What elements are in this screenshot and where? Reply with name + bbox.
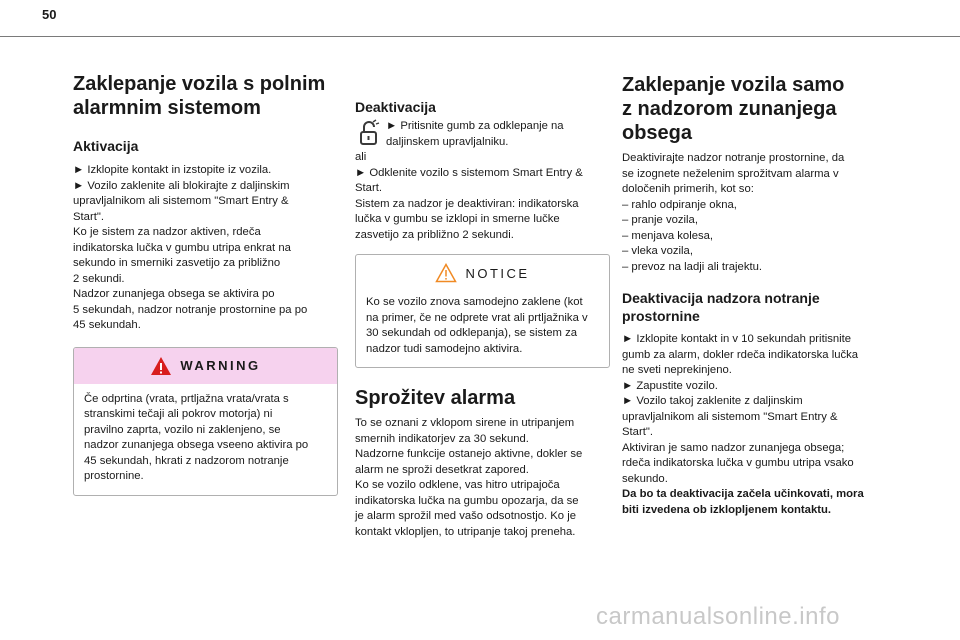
alarm-trigger-text: To se oznani z vklopom sirene in utripanjem smernih indikatorjev za 30 sekund. Nadzorne funkcije ostanejo aktivne, dokler se alarm ne sproži desetkrat zapored. Ko se vozilo odklene, vas hitro utripajoča indikatorska lučka na gumbu opozarja, da se je alarm sprožil med vašo odsotnostjo. Ko je kontakt vklopljen, to utripanje takoj preneha. [355, 417, 583, 538]
deactivation-text: ali ► Odklenite vozilo s sistemom Smart Entry & Start. Sistem za nadzor je deaktiviran: indikatorska lučka v gumbu se izklopi in smerne lučke zasvetijo za približno 2 sekundi. [355, 151, 583, 241]
warning-title: WARNING [180, 358, 261, 373]
subheading-interior-deactivation: Deaktivacija nadzora notranje prostornine [622, 290, 820, 324]
remote-unlock-icon [355, 119, 382, 147]
section-title-perimeter-only: Zaklepanje vozila samo z nadzorom zunanjega obsega [622, 74, 845, 144]
activation-text: ► Izklopite kontakt in izstopite iz vozila. ► Vozilo zaklenite ali blokirajte z daljinskim upravljalnikom ali sistemom "Smart Entry & Start". Ko je sistem za nadzor aktiven, rdeča indikatorska lučka v gumbu utripa enkrat na sekundo in smerniki zasvetijo za približno 2 sekundi. Nadzor zunanjega obsega se aktivira po 5 sekundah, nadzor notranje prostornine pa po 45 sekundah. [73, 164, 308, 331]
section-title-full-alarm: Zaklepanje vozila s polnim alarmnim sistemom [73, 73, 326, 119]
warning-triangle-icon [150, 356, 172, 376]
notice-header [356, 255, 609, 291]
perimeter-intro-text: Deaktivirajte nadzor notranje prostornine, da se izognete neželenim sprožitvam alarma v določenih primerih, kot so: – rahlo odpiranje okna, – pranje vozila, – menjava kolesa, – vleka vozila, – prevoz na ladji ali trajektu. [622, 152, 845, 273]
column-right [622, 56, 907, 518]
subheading-deactivation: Deaktivacija [355, 99, 436, 115]
warning-header [74, 348, 337, 384]
warning-box [73, 347, 338, 496]
subheading-activation: Aktivacija [73, 138, 139, 154]
remote-instruction: ► Pritisnite gumb za odklepanje na daljinskem upravljalniku. [355, 119, 610, 150]
column-left [73, 56, 338, 496]
section-title-alarm-trigger: Sprožitev alarma [355, 387, 516, 409]
watermark[interactable]: carmanualsonline.info [596, 603, 840, 630]
column-middle [355, 56, 610, 540]
page-number: 50 [42, 7, 57, 22]
header-rule [0, 36, 960, 37]
notice-body: Ko se vozilo znova samodejno zaklene (kot na primer, če ne odprete vrat ali prtljažnika v 30 sekundah od odklepanja), se sistem za nadzor tudi samodejno aktivira. [366, 296, 588, 355]
notice-triangle-icon [435, 263, 457, 283]
notice-title: NOTICE [465, 265, 530, 281]
notice-box [355, 254, 610, 368]
warning-body: Če odprtina (vrata, prtljažna vrata/vrata s stranskimi tečaji ali pokrov motorja) ni pravilno zaprta, vozilo ni zaklenjeno, se nadzor zunanjega obsega vseeno aktivira po 45 sekundah, hkrati z nadzorom notranje prostornine. [84, 392, 309, 482]
important-note: Da bo ta deaktivacija začela učinkovati, mora [622, 488, 864, 500]
interior-deactivation-text: ► Izklopite kontakt in v 10 sekundah pritisnite gumb za alarm, dokler rdeča indikatorska lučka ne sveti neprekinjeno. ► Zapustite vozilo. ► Vozilo takoj zaklenite z daljinskim upravljalnikom ali sistemom "Smart Entry & Start". Aktiviran je samo nadzor zunanjega obsega; rdeča indikatorska lučka v gumbu utripa vsako sekundo. Da bo ta deaktivacija začela učinkovati, mora biti izvedena ob izklopljenem kontaktu. [622, 332, 907, 518]
